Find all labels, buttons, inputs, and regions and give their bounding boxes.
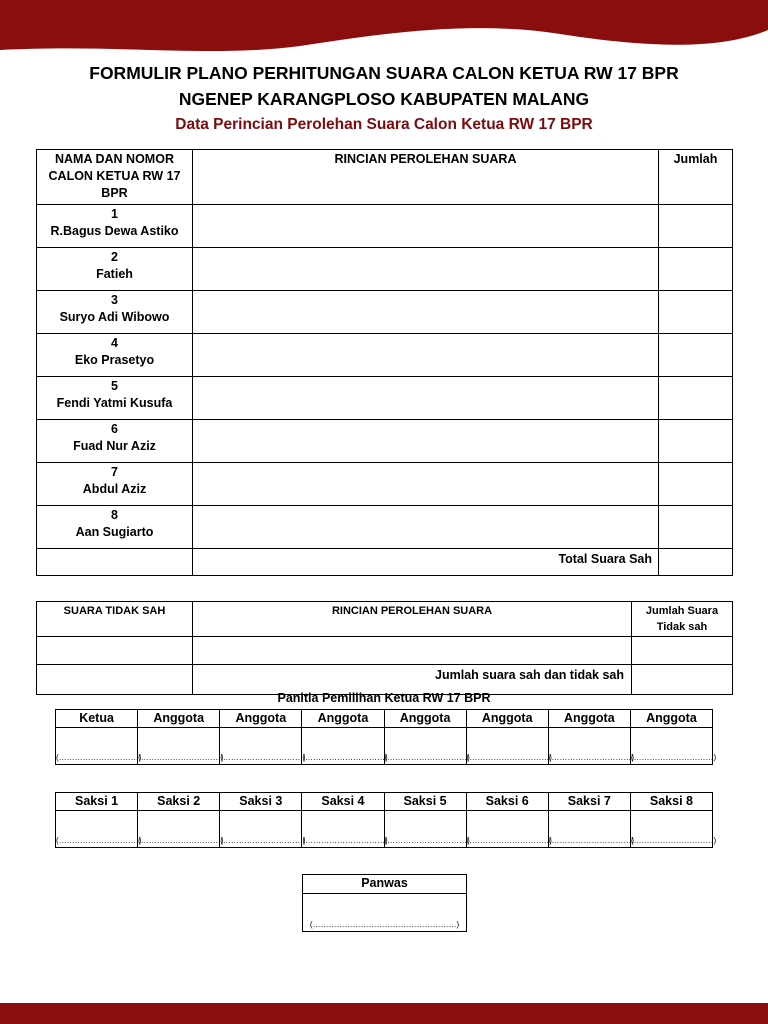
candidate-vote-table [36, 149, 733, 576]
candidate-name: Fendi Yatmi Kusufa [56, 396, 173, 410]
candidate-row [37, 248, 733, 291]
candidate-row [37, 463, 733, 506]
header-invalid-votes: SUARA TIDAK SAH [37, 602, 193, 637]
header-vote-details: RINCIAN PEROLEHAN SUARA [193, 150, 659, 205]
witness-signature-box[interactable]: (…………………………) [466, 811, 548, 848]
witness-signature-box[interactable]: (…………………………) [220, 811, 302, 848]
witness-role-label: Saksi 5 [384, 793, 466, 811]
committee-signature-box[interactable]: (…………………………) [630, 728, 712, 765]
invalid-tally-cell[interactable] [193, 637, 632, 665]
bottom-accent-bar [0, 1003, 768, 1024]
invalid-vote-table [36, 601, 733, 695]
committee-signature-box[interactable]: (…………………………) [56, 728, 138, 765]
witness-signature-box[interactable]: (…………………………) [302, 811, 384, 848]
candidate-tally-cell[interactable] [193, 506, 659, 549]
candidate-name: Abdul Aziz [82, 482, 147, 496]
panwas-signature-box[interactable]: (………………………………………………) [303, 894, 467, 932]
committee-role-label: Anggota [302, 710, 384, 728]
committee-signature-box[interactable]: (…………………………) [548, 728, 630, 765]
candidate-name: R.Bagus Dewa Astiko [50, 224, 179, 238]
grand-total-empty [37, 665, 193, 695]
committee-signature-box[interactable]: (…………………………) [302, 728, 384, 765]
form-title-line2: NGENEP KARANGPLOSO KABUPATEN MALANG [178, 89, 590, 109]
candidate-tally-cell[interactable] [193, 205, 659, 248]
committee-role-label: Anggota [220, 710, 302, 728]
witness-role-label: Saksi 8 [630, 793, 712, 811]
candidate-number: 8 [111, 508, 118, 522]
grand-total-row [37, 665, 733, 695]
candidate-tally-cell[interactable] [193, 291, 659, 334]
committee-role-label: Ketua [56, 710, 138, 728]
candidate-cell [37, 377, 193, 420]
candidate-cell [37, 463, 193, 506]
table-header-row [37, 150, 733, 205]
panwas-label: Panwas [303, 875, 467, 894]
invalid-entry-row [37, 637, 733, 665]
candidate-total-cell[interactable] [659, 334, 733, 377]
witness-role-label: Saksi 2 [138, 793, 220, 811]
candidate-row [37, 506, 733, 549]
candidate-row [37, 420, 733, 463]
candidate-row [37, 334, 733, 377]
panwas-signature-table [302, 874, 467, 932]
form-title-line1: FORMULIR PLANO PERHITUNGAN SUARA CALON KETUA RW 17 BPR [89, 63, 679, 83]
committee-signature-box[interactable]: (…………………………) [384, 728, 466, 765]
candidate-total-cell[interactable] [659, 291, 733, 334]
invalid-entry-cell[interactable] [37, 637, 193, 665]
committee-role-label: Anggota [466, 710, 548, 728]
candidate-total-cell[interactable] [659, 420, 733, 463]
candidate-total-cell[interactable] [659, 248, 733, 291]
candidate-cell [37, 506, 193, 549]
candidate-total-cell[interactable] [659, 506, 733, 549]
candidate-name: Fatieh [96, 267, 133, 281]
candidate-name: Fuad Nur Aziz [73, 439, 156, 453]
witness-role-label: Saksi 1 [56, 793, 138, 811]
candidate-name: Suryo Adi Wibowo [59, 310, 170, 324]
total-valid-input[interactable] [659, 549, 733, 576]
candidate-row [37, 377, 733, 420]
candidate-cell [37, 291, 193, 334]
top-wave-decoration [0, 0, 768, 56]
candidate-total-cell[interactable] [659, 377, 733, 420]
candidate-number: 4 [111, 336, 118, 350]
total-empty-cell [37, 549, 193, 576]
candidate-number: 2 [111, 250, 118, 264]
witness-signature-box[interactable]: (…………………………) [56, 811, 138, 848]
witness-signature-box[interactable]: (…………………………) [384, 811, 466, 848]
header-total: Jumlah [659, 150, 733, 205]
witness-signature-box[interactable]: (…………………………) [548, 811, 630, 848]
candidate-name: Aan Sugiarto [75, 525, 154, 539]
witness-signature-box[interactable]: (…………………………) [138, 811, 220, 848]
committee-title: Panitia Pemilihan Ketua RW 17 BPR [277, 691, 491, 705]
candidate-tally-cell[interactable] [193, 420, 659, 463]
witness-role-label: Saksi 4 [302, 793, 384, 811]
grand-total-label: Jumlah suara sah dan tidak sah [193, 665, 632, 695]
header-vote-details: RINCIAN PEROLEHAN SUARA [193, 602, 632, 637]
committee-role-label: Anggota [138, 710, 220, 728]
committee-signature-table [55, 709, 717, 765]
candidate-cell [37, 420, 193, 463]
committee-role-label: Anggota [548, 710, 630, 728]
candidate-name: Eko Prasetyo [74, 353, 155, 367]
candidate-cell [37, 205, 193, 248]
candidate-cell [37, 248, 193, 291]
committee-signature-box[interactable]: (…………………………) [138, 728, 220, 765]
candidate-number: 3 [111, 293, 118, 307]
committee-role-label: Anggota [384, 710, 466, 728]
committee-signature-box[interactable]: (…………………………) [220, 728, 302, 765]
total-valid-row [37, 549, 733, 576]
committee-signature-box[interactable]: (…………………………) [466, 728, 548, 765]
candidate-tally-cell[interactable] [193, 248, 659, 291]
candidate-number: 5 [111, 379, 118, 393]
witness-signature-box[interactable]: (…………………………) [630, 811, 712, 848]
header-invalid-total: Jumlah Suara Tidak sah [632, 602, 733, 637]
witness-role-label: Saksi 6 [466, 793, 548, 811]
candidate-number: 7 [111, 465, 118, 479]
candidate-number: 6 [111, 422, 118, 436]
candidate-tally-cell[interactable] [193, 334, 659, 377]
candidate-cell [37, 334, 193, 377]
candidate-total-cell[interactable] [659, 205, 733, 248]
total-valid-label: Total Suara Sah [193, 549, 659, 576]
committee-role-label: Anggota [630, 710, 712, 728]
candidate-tally-cell[interactable] [193, 377, 659, 420]
table-header-row [37, 602, 733, 637]
candidate-tally-cell[interactable] [193, 463, 659, 506]
candidate-total-cell[interactable] [659, 463, 733, 506]
witness-signature-table [55, 792, 717, 848]
header-name-number: NAMA DAN NOMOR CALON KETUA RW 17 BPR [37, 150, 193, 205]
grand-total-input[interactable] [632, 665, 733, 695]
candidate-row [37, 205, 733, 248]
candidate-row [37, 291, 733, 334]
candidate-number: 1 [111, 207, 118, 221]
witness-role-label: Saksi 3 [220, 793, 302, 811]
form-subtitle: Data Perincian Perolehan Suara Calon Ketua RW 17 BPR [175, 116, 593, 133]
witness-role-label: Saksi 7 [548, 793, 630, 811]
invalid-total-cell[interactable] [632, 637, 733, 665]
